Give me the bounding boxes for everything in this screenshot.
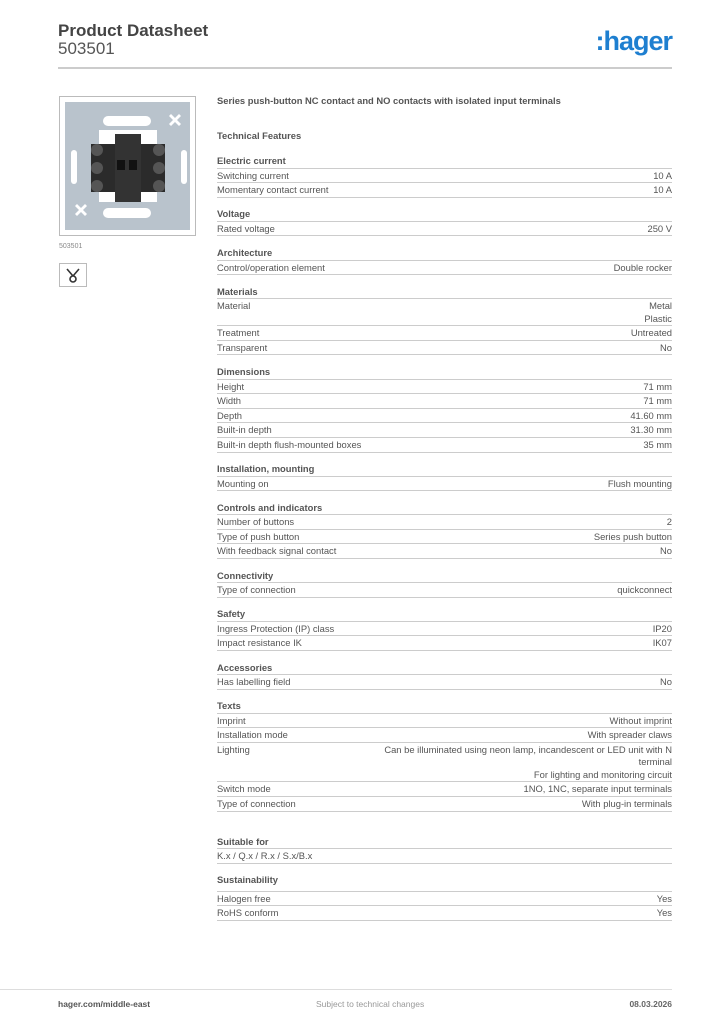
spec-row — [217, 636, 672, 651]
spec-row — [217, 394, 672, 409]
spec-value-line: 41.60 mm — [630, 409, 672, 421]
section — [217, 835, 672, 864]
spec-label: Transparent — [217, 341, 268, 353]
spec-row — [217, 409, 672, 424]
spec-value — [653, 623, 672, 635]
spec-value — [594, 531, 672, 543]
spec-row — [217, 892, 672, 907]
spec-value — [653, 184, 672, 196]
section — [217, 569, 672, 598]
connection-symbol-icon — [59, 263, 87, 287]
spec-value — [614, 262, 672, 274]
spec-value-line: Metal — [649, 300, 672, 312]
spec-value — [631, 327, 672, 339]
spec-label: Momentary contact current — [217, 184, 329, 196]
spec-label: Impact resistance IK — [217, 637, 302, 649]
spec-label: Type of connection — [217, 584, 296, 596]
spec-value-line: Untreated — [630, 327, 672, 339]
section-heading: Suitable for — [217, 835, 672, 850]
features-heading: Technical Features — [217, 130, 302, 141]
section-heading: Voltage — [217, 207, 672, 222]
spec-label: RoHS conform — [217, 907, 279, 919]
spec-row — [217, 530, 672, 545]
spec-label: Type of connection — [217, 798, 296, 809]
spec-value-line: 71 mm — [643, 395, 672, 407]
spec-row — [217, 782, 672, 797]
spec-value-line: 1NO, 1NC, separate input terminals — [523, 783, 672, 795]
spec-row — [217, 438, 672, 453]
section-heading: Architecture — [217, 246, 672, 261]
section — [217, 285, 672, 356]
spec-row — [217, 544, 672, 559]
section — [217, 501, 672, 559]
spec-row — [217, 169, 672, 184]
section-heading: Electric current — [217, 154, 672, 169]
header-divider — [58, 67, 672, 69]
spec-value — [648, 223, 673, 235]
spec-label: Switching current — [217, 169, 289, 181]
spec-value — [657, 907, 672, 919]
spec-label: Has labelling field — [217, 676, 291, 688]
spec-value-line: Without imprint — [609, 714, 672, 726]
spec-label: Built-in depth — [217, 424, 272, 436]
section-heading: Safety — [217, 607, 672, 622]
spec-value-line: Series push button — [593, 530, 672, 542]
spec-value-line: 2 — [666, 516, 672, 528]
spec-value-line: No — [660, 545, 672, 557]
spec-value — [608, 478, 672, 490]
spec-label: Type of push button — [217, 530, 300, 542]
spec-value — [660, 342, 672, 354]
spec-value — [643, 395, 672, 407]
spec-row — [217, 477, 672, 492]
spec-row — [217, 261, 672, 276]
spec-row — [217, 906, 672, 921]
spec-value-line: 10 A — [653, 184, 672, 196]
section-heading: Materials — [217, 285, 672, 300]
spec-value — [362, 744, 672, 781]
spec-value-line: 35 mm — [643, 438, 672, 450]
spec-value-line: Flush mounting — [607, 477, 672, 489]
spec-value — [630, 424, 672, 436]
page-title: Product Datasheet — [58, 21, 209, 40]
hager-logo: :hager — [595, 26, 672, 56]
spec-value — [643, 439, 672, 451]
spec-row — [217, 423, 672, 438]
spec-label: Switch mode — [217, 783, 271, 795]
spec-row — [217, 222, 672, 237]
spec-label: Installation mode — [217, 729, 288, 741]
section-heading: Sustainability — [217, 873, 672, 892]
spec-value-line: With spreader claws — [587, 729, 672, 741]
spec-label: Ingress Protection (IP) class — [217, 622, 335, 634]
spec-value — [617, 584, 672, 596]
spec-value-line: quickconnect — [617, 584, 672, 596]
spec-value-line: No — [660, 676, 672, 688]
section — [217, 699, 672, 811]
spec-row — [217, 714, 672, 729]
spec-value-line: With plug-in terminals — [581, 798, 672, 809]
footer-divider — [0, 989, 672, 990]
spec-value-line: IK07 — [652, 637, 672, 649]
spec-label: K.x / Q.x / R.x / S.x/B.x — [217, 850, 313, 862]
spec-row — [217, 743, 672, 782]
section — [217, 207, 672, 236]
spec-value — [660, 676, 672, 688]
spec-value-line: No — [660, 341, 672, 353]
spec-label: Material — [217, 300, 251, 312]
spec-value — [643, 381, 672, 393]
section — [217, 607, 672, 651]
spec-label: Control/operation element — [217, 261, 325, 273]
spec-value — [667, 516, 672, 528]
spec-label: Height — [217, 380, 245, 392]
spec-row — [217, 299, 672, 326]
spec-value-line: 10 A — [653, 169, 672, 181]
spec-label: Built-in depth flush-mounted boxes — [217, 438, 362, 450]
spec-value-line: Yes — [656, 907, 672, 919]
spec-label: Mounting on — [217, 477, 269, 489]
section-heading: Dimensions — [217, 365, 672, 380]
spec-value-line: Plastic — [644, 312, 672, 324]
spec-label: Width — [217, 395, 241, 407]
spec-value-line: 250 V — [647, 222, 672, 234]
spec-row — [217, 380, 672, 395]
spec-value — [657, 893, 672, 905]
spec-value-line: 71 mm — [643, 380, 672, 392]
section-heading: Accessories — [217, 661, 672, 676]
spec-row — [217, 728, 672, 743]
spec-label: Lighting — [217, 744, 250, 755]
technical-features — [217, 94, 672, 921]
spec-row — [217, 849, 672, 864]
section — [217, 873, 672, 921]
section — [217, 154, 672, 198]
product-code: 503501 — [58, 39, 115, 58]
spec-row — [217, 183, 672, 198]
spec-value-line: 31.30 mm — [630, 424, 672, 436]
spec-label: With feedback signal contact — [217, 545, 337, 557]
spec-label: Rated voltage — [217, 222, 275, 234]
spec-row — [217, 515, 672, 530]
spec-value-line: For lighting and monitoring circuit — [533, 768, 672, 780]
spec-value — [609, 715, 672, 727]
spec-value-line: IP20 — [652, 622, 672, 634]
spec-row — [217, 341, 672, 356]
spec-value — [630, 410, 672, 422]
product-image — [59, 96, 196, 236]
spec-label: Number of buttons — [217, 516, 295, 528]
spec-label: Imprint — [217, 714, 246, 726]
product-description: Series push-button NC contact and NO contacts with isolated input terminals — [217, 95, 561, 106]
spec-label: Treatment — [217, 327, 260, 339]
footer-notice: Subject to technical changes — [316, 999, 425, 1009]
spec-value — [588, 729, 672, 741]
spec-value-line: Double rocker — [613, 261, 672, 273]
image-caption: 503501 — [59, 243, 83, 250]
spec-label: Depth — [217, 409, 243, 421]
spec-value — [653, 637, 672, 649]
spec-row — [217, 797, 672, 812]
spec-row — [217, 326, 672, 341]
spec-value — [660, 545, 672, 557]
section — [217, 246, 672, 275]
section-heading: Installation, mounting — [217, 462, 672, 477]
spec-value — [523, 783, 672, 795]
spec-row — [217, 675, 672, 690]
section-heading: Texts — [217, 699, 672, 714]
spec-row — [217, 583, 672, 598]
spec-value — [653, 170, 672, 182]
section-heading: Controls and indicators — [217, 501, 672, 516]
spec-row — [217, 622, 672, 637]
section — [217, 365, 672, 453]
spec-value — [582, 798, 672, 810]
spec-label: Halogen free — [217, 892, 271, 904]
section-heading: Connectivity — [217, 569, 672, 584]
spec-value-line: Can be illuminated using neon lamp, incandescent or LED unit with N terminal — [384, 744, 672, 768]
spec-value — [644, 300, 672, 325]
section — [217, 462, 672, 491]
footer-website-link[interactable]: hager.com/middle-east — [58, 999, 151, 1009]
section — [217, 661, 672, 690]
footer-date: 08.03.2026 — [629, 999, 672, 1009]
spec-value-line: Yes — [656, 892, 672, 904]
